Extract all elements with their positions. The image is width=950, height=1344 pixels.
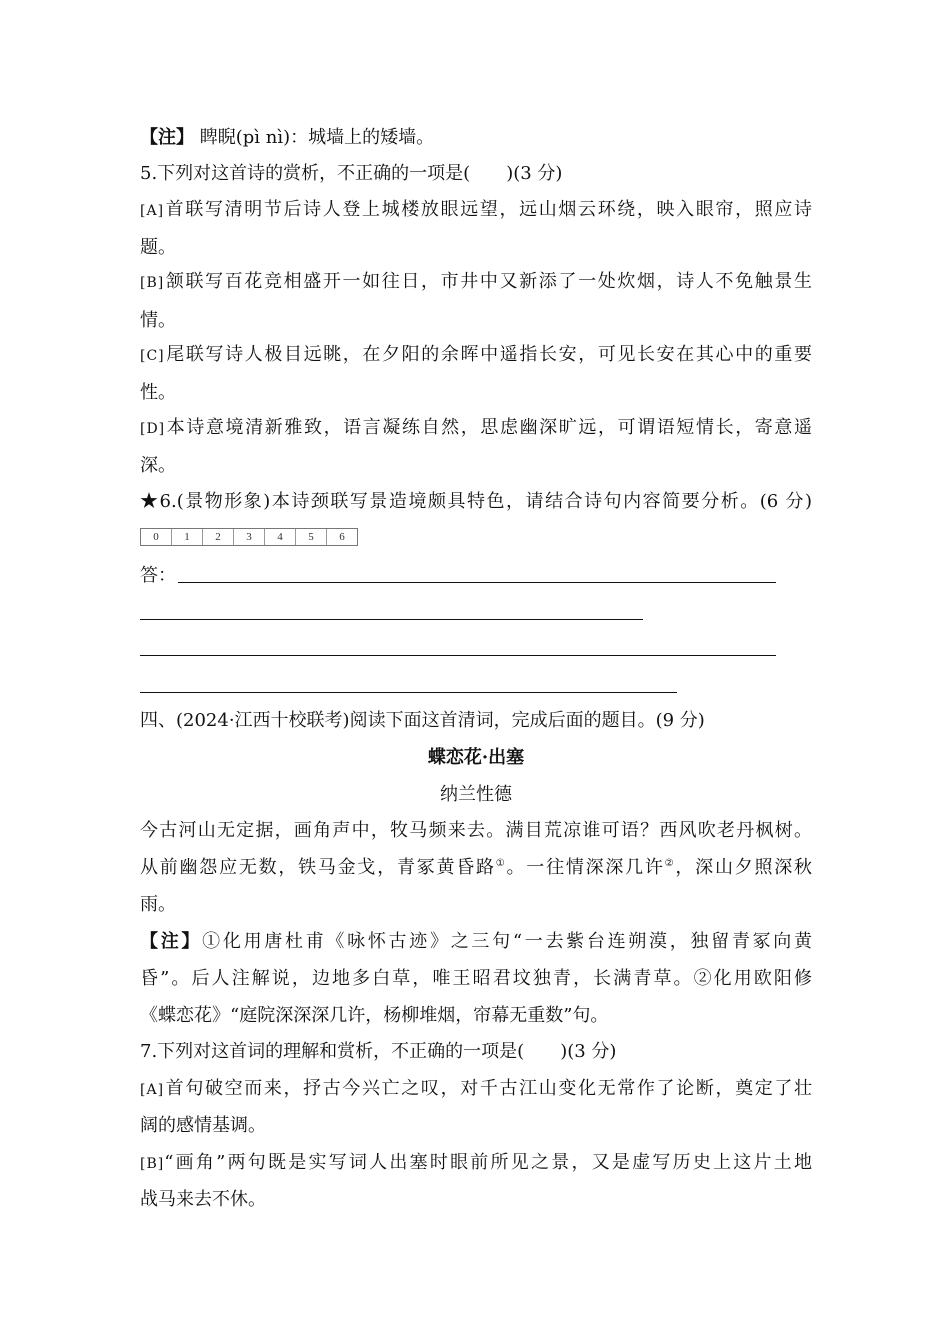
- answer-label: 答：: [140, 565, 176, 586]
- answer-line-1[interactable]: [178, 582, 776, 583]
- note-text: ①化用唐杜甫《咏怀古迹》之三句“一去紫台连朔漠，独留青冢向黄: [202, 931, 812, 952]
- note-label: 【注】: [140, 127, 194, 148]
- q5-option-c-cont: 性。: [140, 382, 176, 403]
- option-text: 首联写清明节后诗人登上城楼放眼远望，远山烟云环绕，映入眼帘，照应诗: [164, 199, 812, 220]
- answer-line-4[interactable]: [140, 692, 677, 693]
- q7-option-a-cont: 阔的感情基调。: [140, 1115, 266, 1136]
- score-cell[interactable]: 2: [203, 529, 234, 545]
- q5-option-a-cont: 题。: [140, 237, 176, 258]
- score-cell[interactable]: 6: [339, 531, 345, 543]
- q7-option-b[interactable]: [140, 1151, 812, 1176]
- note-1: [140, 126, 434, 150]
- q5-option-c[interactable]: [140, 343, 812, 368]
- q7-option-b-cont: 战马来去不休。: [140, 1189, 266, 1210]
- option-label: [C]: [140, 348, 165, 364]
- answer-line-3[interactable]: [140, 655, 776, 656]
- score-box: [140, 528, 358, 546]
- poem-segment: 从前幽怨应无数，铁马金戈，青冢黄昏路: [140, 857, 496, 878]
- note-label: 【注】: [140, 931, 203, 952]
- option-text: 尾联写诗人极目远眺，在夕阳的余晖中遥指长安，可见长安在其心中的重要: [164, 344, 812, 365]
- option-label: [B]: [140, 275, 165, 291]
- poem-line-3: 雨。: [140, 894, 176, 915]
- note-text: 睥睨(pì nì)：城墙上的矮墙。: [199, 127, 435, 148]
- q5-option-a[interactable]: [140, 198, 812, 223]
- q5-option-b[interactable]: [140, 270, 812, 295]
- q5-option-b-cont: 情。: [140, 310, 176, 331]
- option-text: 本诗意境清新雅致，语言凝练自然，思虑幽深旷远，可谓语短情长，寄意遥: [165, 417, 812, 438]
- score-cell[interactable]: 4: [265, 529, 296, 545]
- section-4-header: 四、(2024·江西十校联考)阅读下面这首清词，完成后面的题目。(9 分): [140, 710, 705, 731]
- poem-line-2: [140, 856, 812, 880]
- option-label: [A]: [140, 1082, 165, 1098]
- q5-option-d[interactable]: [140, 416, 812, 441]
- score-cell[interactable]: 5: [296, 529, 327, 545]
- footnote-ref-2: ②: [664, 858, 676, 869]
- answer-line-2[interactable]: [140, 619, 643, 620]
- score-cell[interactable]: 3: [234, 529, 265, 545]
- option-label: [D]: [140, 421, 166, 437]
- question-6-stem: ★6.(景物形象)本诗颈联写景造境颇具特色，请结合诗句内容简要分析。(6 分): [140, 491, 812, 512]
- note-2-line-1: [140, 930, 812, 954]
- option-text: 颔联写百花竞相盛开一如往日，市井中又新添了一处炊烟，诗人不免触景生: [164, 271, 812, 292]
- poem-segment: 。一往情深深几许: [506, 857, 665, 878]
- q7-option-a[interactable]: [140, 1077, 812, 1102]
- poem-title: 蝶恋花·出塞: [427, 747, 525, 768]
- poem-segment: ，深山夕照深秋: [675, 857, 813, 878]
- score-cell[interactable]: 0: [141, 529, 172, 545]
- option-label: [B]: [140, 1156, 165, 1172]
- q5-option-d-cont: 深。: [140, 455, 176, 476]
- poem-author: 纳兰性德: [440, 784, 512, 805]
- question-7-stem: 7.下列对这首词的理解和赏析，不正确的一项是( )(3 分): [140, 1041, 617, 1062]
- footnote-ref-1: ①: [495, 858, 507, 869]
- question-5-stem: 5.下列对这首诗的赏析，不正确的一项是( )(3 分): [140, 163, 563, 184]
- note-2-line-3: 《蝶恋花》“庭院深深深几许，杨柳堆烟，帘幕无重数”句。: [140, 1005, 609, 1026]
- option-label: [A]: [140, 203, 165, 219]
- score-cell[interactable]: 1: [172, 529, 203, 545]
- option-text: “画角”两句既是实写词人出塞时眼前所见之景，又是虚写历史上这片土地: [164, 1152, 812, 1173]
- note-2-line-2: 昏”。后人注解说，边地多白草，唯王昭君坟独青，长满青草。②化用欧阳修: [140, 968, 812, 989]
- option-text: 首句破空而来，抒古今兴亡之叹，对千古江山变化无常作了论断，奠定了壮: [164, 1078, 812, 1099]
- poem-line-1: 今古河山无定据，画角声中，牧马频来去。满目荒凉谁可语？西风吹老丹枫树。: [140, 820, 812, 841]
